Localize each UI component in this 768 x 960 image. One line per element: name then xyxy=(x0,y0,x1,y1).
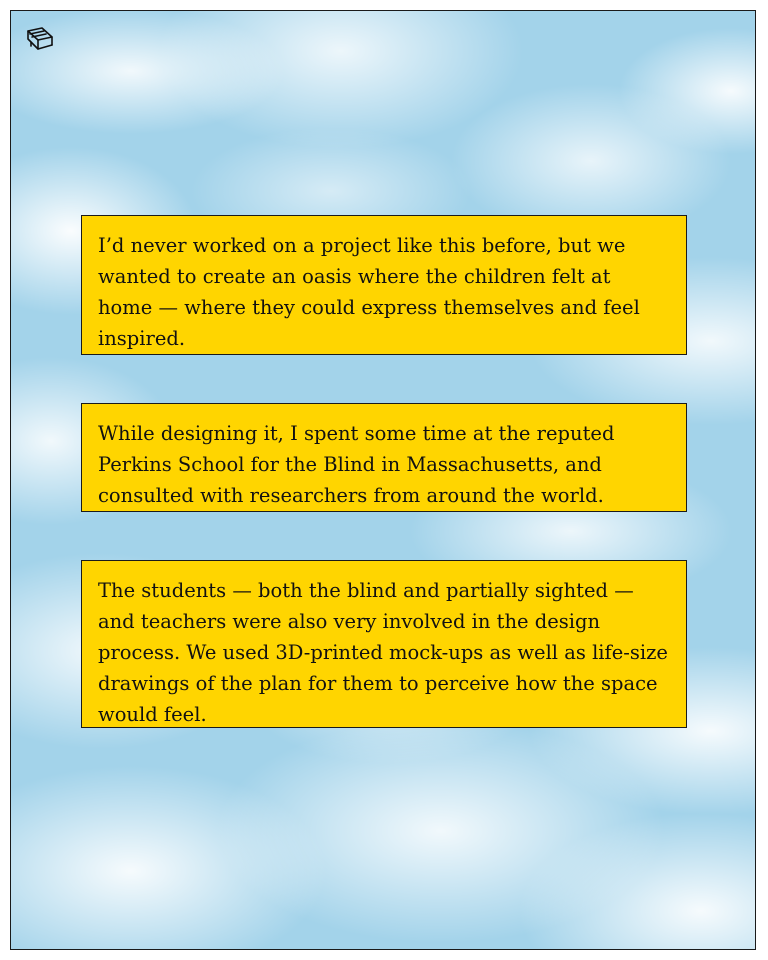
quote-card-2 xyxy=(81,403,687,512)
slide-frame xyxy=(10,10,756,950)
bench-icon xyxy=(25,25,55,53)
quote-card-3 xyxy=(81,560,687,728)
quote-text-1: I’d never worked on a project like this before, but we wanted to create an oasis where the children felt at home — where they could express themselves and feel inspired. xyxy=(98,234,640,350)
quote-card-1 xyxy=(81,215,687,355)
quote-text-3: The students — both the blind and partially sighted — and teachers were also very involved in the design process. We used 3D-printed mock-ups as well as life-size drawings of the plan for them to perceive how the space would feel. xyxy=(98,579,668,726)
quote-text-2: While designing it, I spent some time at the reputed Perkins School for the Blind in Massachusetts, and consulted with researchers from around the world. xyxy=(98,422,615,507)
